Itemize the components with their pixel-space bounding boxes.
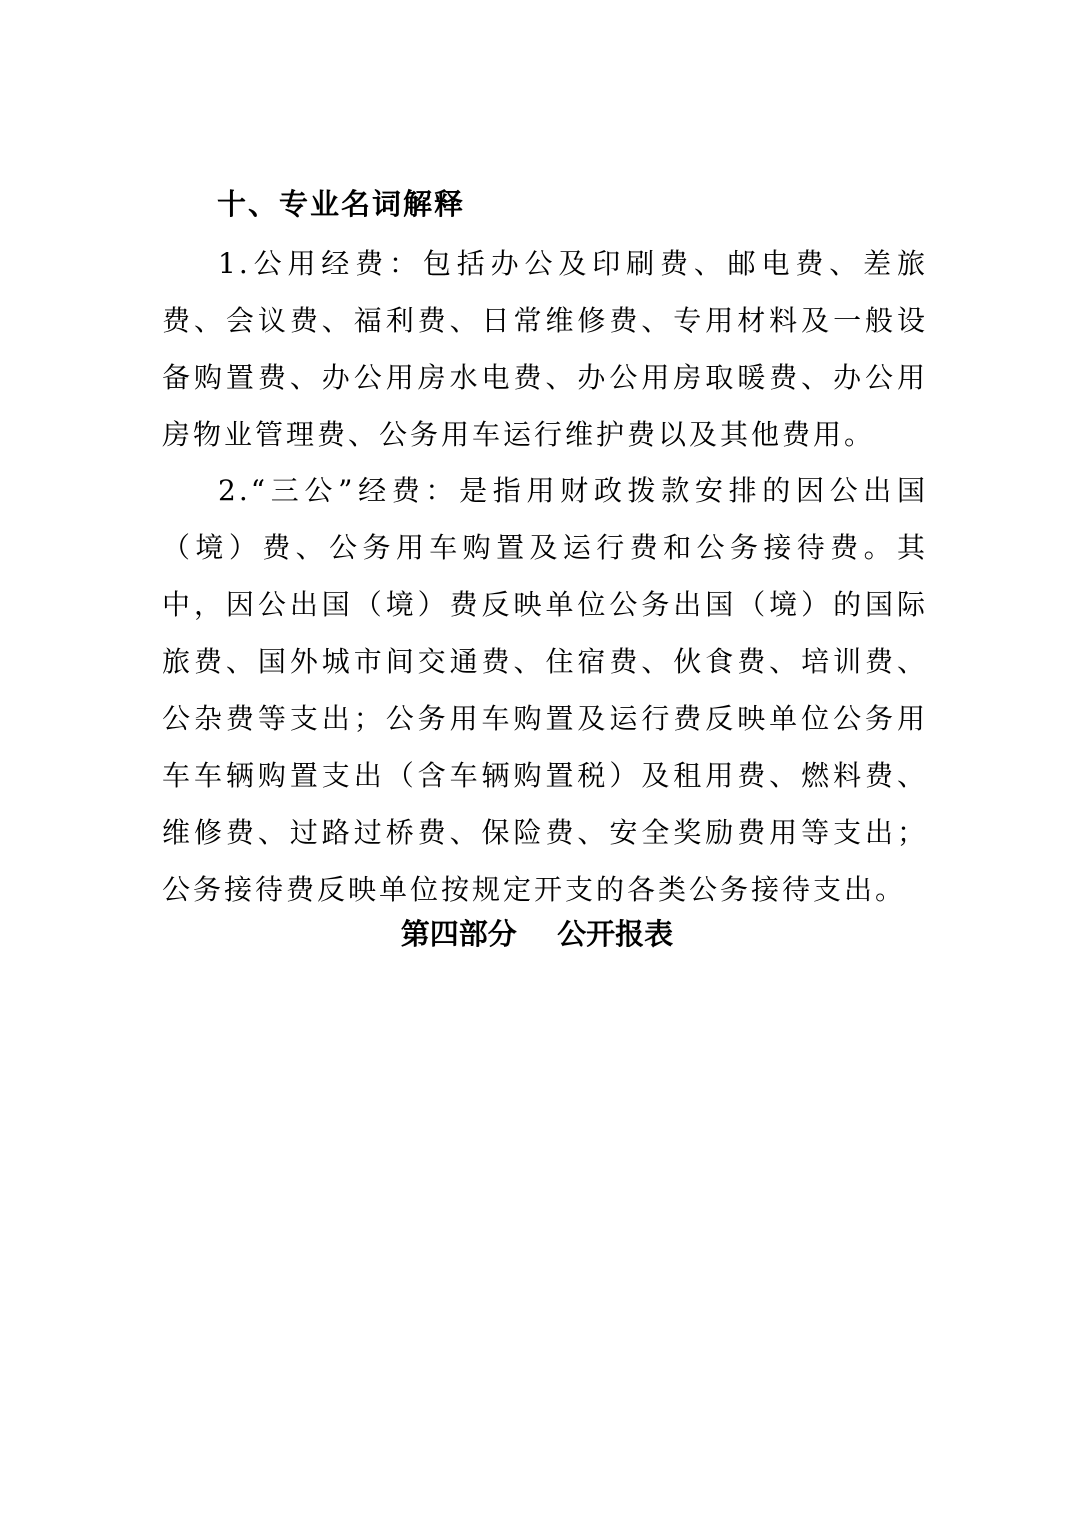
part-four-heading: 第四部分 公开报表 [400, 917, 674, 951]
paragraph-public-funds-definition: 1.公用经费：包括办公及印刷费、邮电费、差旅费、会议费、福利费、日常维修费、专用材料及一般设备购置费、办公用房水电费、办公用房取暖费、办公用房物业管理费、公务用车运行维护费以及其他费用。 [162, 247, 928, 451]
paragraph-three-public-expenses-definition: 2.“三公”经费：是指用财政拨款安排的因公出国（境）费、公务用车购置及运行费和公务接待费。其中，因公出国（境）费反映单位公务出国（境）的国际旅费、国外城市间交通费、住宿费、伙食费、培训费、公杂费等支出；公务用车购置及运行费反映单位公务用车车辆购置支出（含车辆购置税）及租用费、燃料费、维修费、过路过桥费、保险费、安全奖励费用等支出；公务接待费反映单位按规定开支的各类公务接待支出。 [162, 474, 928, 906]
section-heading: 十、专业名词解释 [217, 187, 466, 221]
